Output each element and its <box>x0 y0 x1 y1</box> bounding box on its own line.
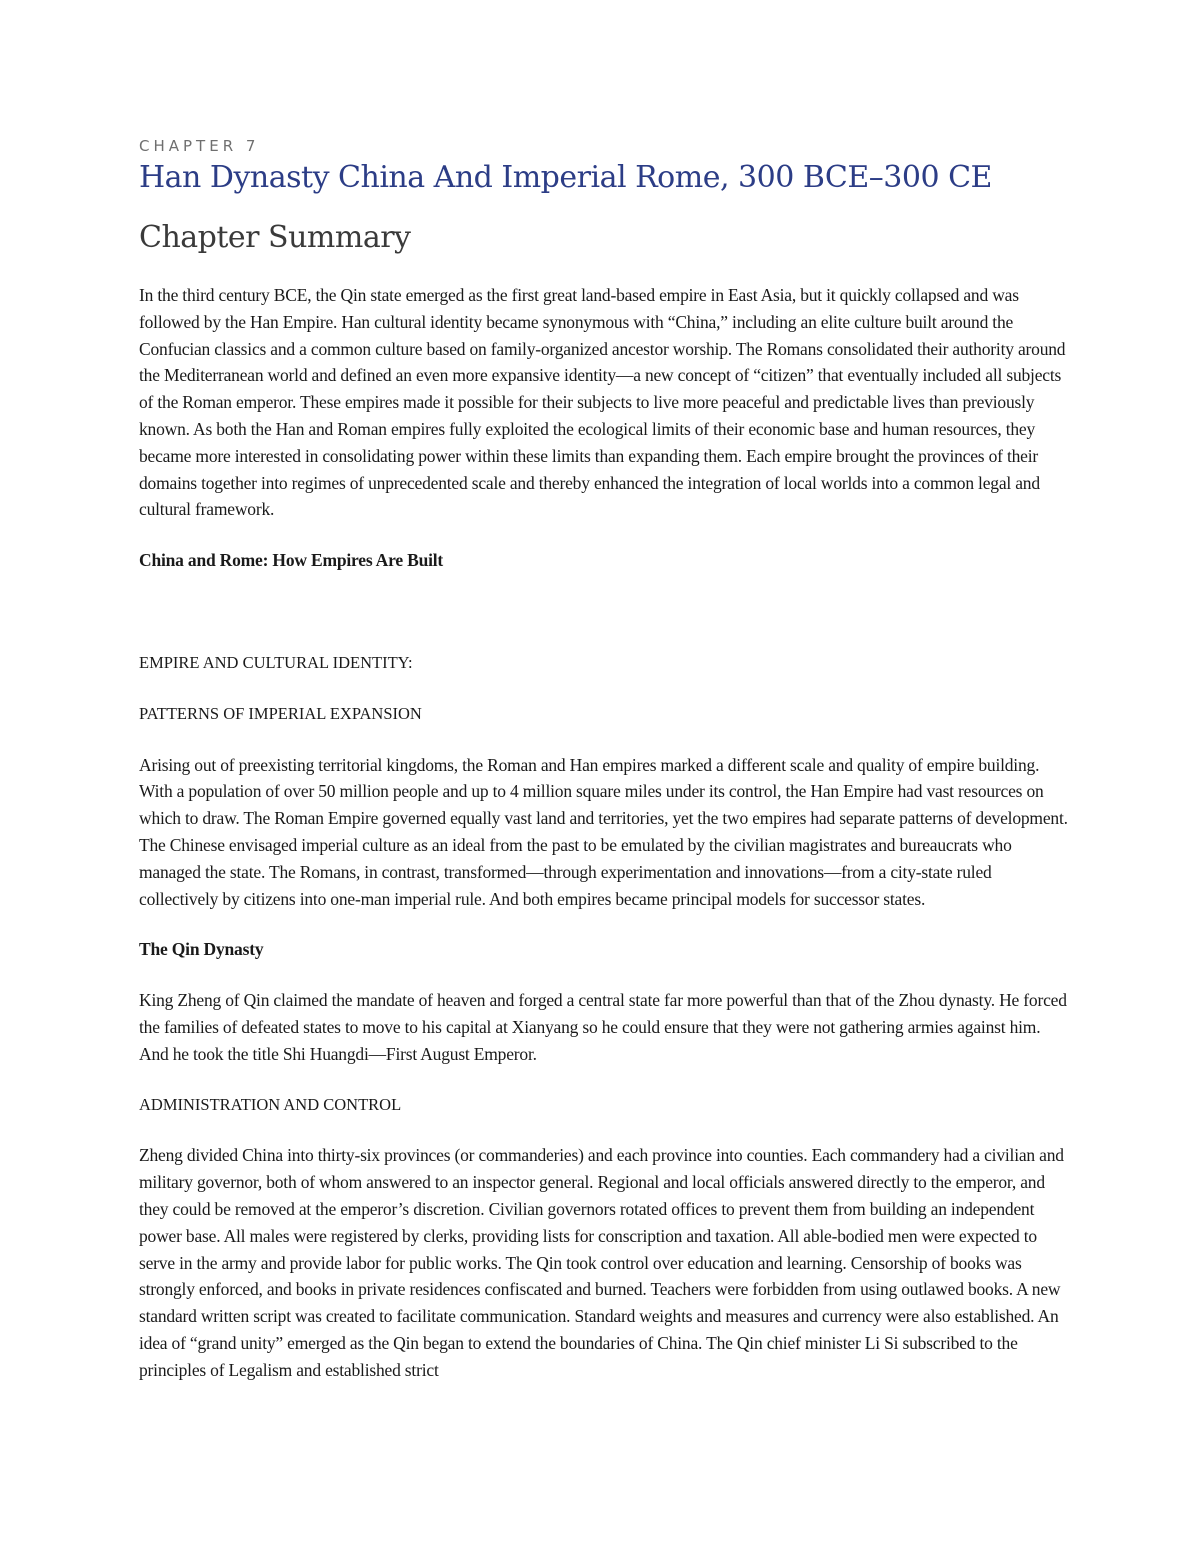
chapter-label: CHAPTER 7 <box>139 137 260 155</box>
paragraph-administration: Zheng divided China into thirty-six provinces (or commanderies) and each province into counties. Each commandery had a civilian and military governor, both of whom answered to an inspector general. Regional and local officials answered directly to the emperor, and they could be removed at the emperor’s discretion. Civilian governors rotated offices to prevent them from building an independent power base. All males were registered by clerks, providing lists for conscription and taxation. All able-bodied men were expected to serve in the army and provide labor for public works. The Qin took control over education and learning. Censorship of books was strongly enforced, and books in private residences confiscated and burned. Teachers were forbidden from using outlawed books. A new standard written script was created to facilitate communication. Standard weights and measures and currency were also established. An idea of “grand unity” emerged as the Qin began to extend the boundaries of China. The Qin chief minister Li Si subscribed to the principles of Legalism and established strict <box>139 1145 1064 1380</box>
caps-heading-empire-identity: EMPIRE AND CULTURAL IDENTITY: <box>139 652 413 672</box>
paragraph-qin-dynasty: King Zheng of Qin claimed the mandate of heaven and forged a central state far more powerful than that of the Zhou dynasty. He forced the families of defeated states to move to his capital at Xianyang so he could ensure that they were not gathering armies against him. And he took the title Shi Huangdi—First August Emperor. <box>139 990 1067 1064</box>
subheading-china-and-rome: China and Rome: How Empires Are Built <box>139 550 444 571</box>
caps-heading-imperial-expansion: PATTERNS OF IMPERIAL EXPANSION <box>139 703 422 723</box>
subheading-qin-dynasty: The Qin Dynasty <box>139 939 264 960</box>
document-page <box>139 132 1069 1384</box>
chapter-title: Han Dynasty China And Imperial Rome, 300 BCE–300 CE <box>139 160 992 195</box>
summary-paragraph: In the third century BCE, the Qin state emerged as the first great land-based empire in East Asia, but it quickly collapsed and was followed by the Han Empire. Han cultural identity became synonymous with “China,” including an elite culture built around the Confucian classics and a common culture based on family-organized ancestor worship. The Romans consolidated their authority around the Mediterranean world and defined an even more expansive identity—a new concept of “citizen” that eventually included all subjects of the Roman emperor. These empires made it possible for their subjects to live more peaceful and predictable lives than previously known. As both the Han and Roman empires fully exploited the ecological limits of their economic base and human resources, they became more interested in consolidating power within these limits than expanding them. Each empire brought the provinces of their domains together into regimes of unprecedented scale and thereby enhanced the integration of local worlds into a common legal and cultural framework. <box>139 285 1066 520</box>
paragraph-imperial-expansion: Arising out of preexisting territorial kingdoms, the Roman and Han empires marked a different scale and quality of empire building. With a population of over 50 million people and up to 4 million square miles under its control, the Han Empire had vast resources on which to draw. The Roman Empire governed equally vast land and territories, yet the two empires had separate patterns of development. The Chinese envisaged imperial culture as an ideal from the past to be emulated by the civilian magistrates and bureaucrats who managed the state. The Romans, in contrast, transformed—through experimentation and innovations—from a city-state ruled collectively by citizens into one-man imperial rule. And both empires became principal models for successor states. <box>139 754 1068 909</box>
caps-heading-administration: ADMINISTRATION AND CONTROL <box>139 1094 402 1114</box>
section-title: Chapter Summary <box>139 220 411 255</box>
